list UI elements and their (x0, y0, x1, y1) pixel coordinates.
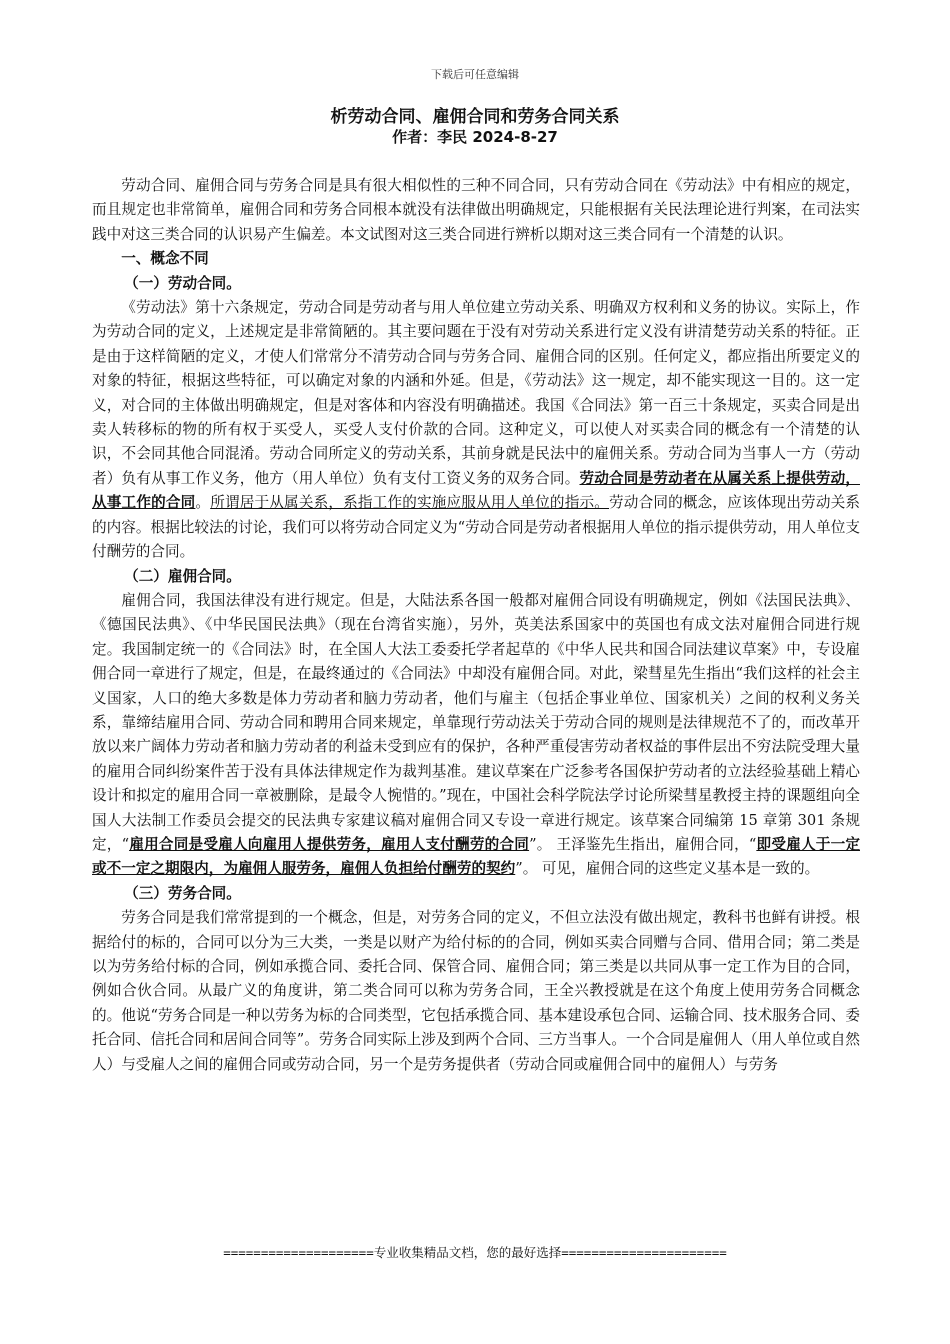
employment-contract-text: 雇佣合同，我国法律没有进行规定。但是，大陆法系各国一般都对雇佣合同设有明确规定，例如《法国民法典》、《德国民法典》、《中华民国民法典》（现在台湾省实施），另外，英美法系国家中的英国也有成文法对雇佣合同进行规定。我国制定统一的《合同法》时，在全国人大法工委委托学者起草的《中华人民共和国合同法建议草案》中，专设雇佣合同一章进行了规定，但是，在最终通过的《合同法》中却没有雇佣合同。对此，梁彗星先生指出“我们这样的社会主义国家，人口的绝大多数是体力劳动者和脑力劳动者，他们与雇主（包括企事业单位、国家机关）之间的权利义务关系，靠缔结雇用合同、劳动合同和聘用合同来规定，单靠现行劳动法关于劳动合同的规则是法律规范不了的，而改革开放以来广阔体力劳动者和脑力劳动者的利益未受到应有的保护，各种严重侵害劳动者权益的事件层出不穷法院受理大量的雇用合同纠纷案件苦于没有具体法律规定作为裁判基准。建议草案在广泛参考各国保护劳动者的立法经验基础上精心设计和拟定的雇用合同一章被删除，是最令人惋惜的。”现在，中国社会科学院法学讨论所梁彗星教授主持的课题组向全国人大法制工作委员会提交的民法典专家建议稿对雇佣合同又专设一章进行规定。该草案合同编第 15 章第 301 条规定，“ (92, 591, 860, 853)
paragraph-service-contract: 劳务合同是我们常常提到的一个概念，但是，对劳务合同的定义，不但立法没有做出规定，教科书也鲜有讲授。根据给付的标的，合同可以分为三大类，一类是以财产为给付标的的合同，例如买卖合同赠与合同、借用合同；第二类是以为劳务给付标的合同，例如承揽合同、委托合同、保管合同、雇佣合同；第三类是以共同从事一定工作为目的合同，例如合伙合同。从最广义的角度讲，第二类合同可以称为劳务合同，王全兴教授就是在这个角度上使用劳务合同概念的。他说“劳务合同是一种以劳务为标的合同类型，它包括承揽合同、基本建设承包合同、运输合同、技术服务合同、委托合同、信托合同和居间合同等”。劳务合同实际上涉及到两个合同、三方当事人。一个合同是雇佣人（用人单位或自然人）与受雇人之间的雇佣合同或劳动合同，另一个是劳务提供者（劳动合同或雇佣合同中的雇佣人）与劳务 (92, 909, 860, 1073)
labor-contract-text: 《劳动法》第十六条规定，劳动合同是劳动者与用人单位建立劳动关系、明确双方权利和义务的协议。实际上，作为劳动合同的定义，上述规定是非常简陋的。其主要问题在于没有对劳动关系进行定义没有讲清楚劳动关系的特征。正是由于这样简陋的定义，才使人们常常分不清劳动合同与劳务合同、雇佣合同的区别。任何定义，都应指出所要定义的对象的特征，根据这些特征，可以确定对象的内涵和外延。但是，《劳动法》这一规定，却不能实现这一目的。这一定义，对合同的主体做出明确规定，但是对客体和内容没有明确描述。我国《合同法》第一百三十条规定，买卖合同是出卖人转移标的物的所有权于买受人，买受人支付价款的合同。这种定义，可以使人对买卖合同的概念有一个清楚的认识，不会同其他合同混淆。劳动合同所定义的劳动关系，其前身就是民法中的雇佣关系。劳动合同为当事人一方（劳动者）负有从事工作义务，他方（用人单位）负有支付工资义务的双务合同。 (92, 299, 860, 487)
labor-contract-definition: 劳动合同是劳动者在从属关系上提供劳动，从事工作的合同 (92, 469, 860, 512)
footer-banner: ====================专业收集精品文档，您的最好选择====================== (223, 1245, 727, 1260)
employment-contract-mid: ”。 王泽鉴先生指出，雇佣合同，“ (529, 835, 757, 853)
intro-paragraph: 劳动合同、雇佣合同与劳务合同是具有很大相似性的三种不同合同，只有劳动合同在《劳动法》中有相应的规定，而且规定也非常简单，雇佣合同和劳务合同根本就没有法律做出明确规定，只能根据有关民法理论进行判案，在司法实践中对这三类合同的认识易产生偏差。本文试图对这三类合同进行辨析以期对这三类合同有一个清楚的认识。 (92, 177, 860, 243)
author-line: 作者：李民 2024-8-27 (392, 128, 558, 146)
document-title: 析劳动合同、雇佣合同和劳务合同关系 (330, 107, 620, 127)
employment-contract-definition-2: 即受雇人于一定或不一定之期限内，为雇佣人服劳务，雇佣人负担给付酬劳的契约 (92, 835, 860, 878)
document-body (92, 174, 860, 1077)
paragraph-labor-contract (92, 296, 860, 564)
section-heading-concepts: 一、概念不同 (121, 250, 209, 268)
employment-contract-definition-1: 雇用合同是受雇人向雇用人提供劳务，雇用人支付酬劳的合同 (129, 835, 530, 853)
labor-contract-conclusion: 劳动合同的概念，应该体现出劳动关系的内容。根据比较法的讨论，我们可以将劳动合同定义为“劳动合同是劳动者根据用人单位的指示提供劳动，用人单位支付酬劳的合同。 (92, 494, 860, 561)
subheading-service-contract: （三）劳务合同。 (124, 884, 241, 902)
employment-contract-end: ”。 可见，雇佣合同的这些定义基本是一致的。 (515, 860, 820, 878)
subheading-employment-contract: （二）雇佣合同。 (124, 567, 241, 585)
header-note: 下载后可任意编辑 (431, 68, 519, 81)
separator-text: 。 (195, 494, 211, 512)
paragraph-employment-contract (92, 589, 860, 882)
subordination-explanation: 所谓居于从属关系，系指工作的实施应服从用人单位的指示。 (210, 494, 610, 512)
subheading-labor-contract: （一）劳动合同。 (124, 274, 241, 292)
